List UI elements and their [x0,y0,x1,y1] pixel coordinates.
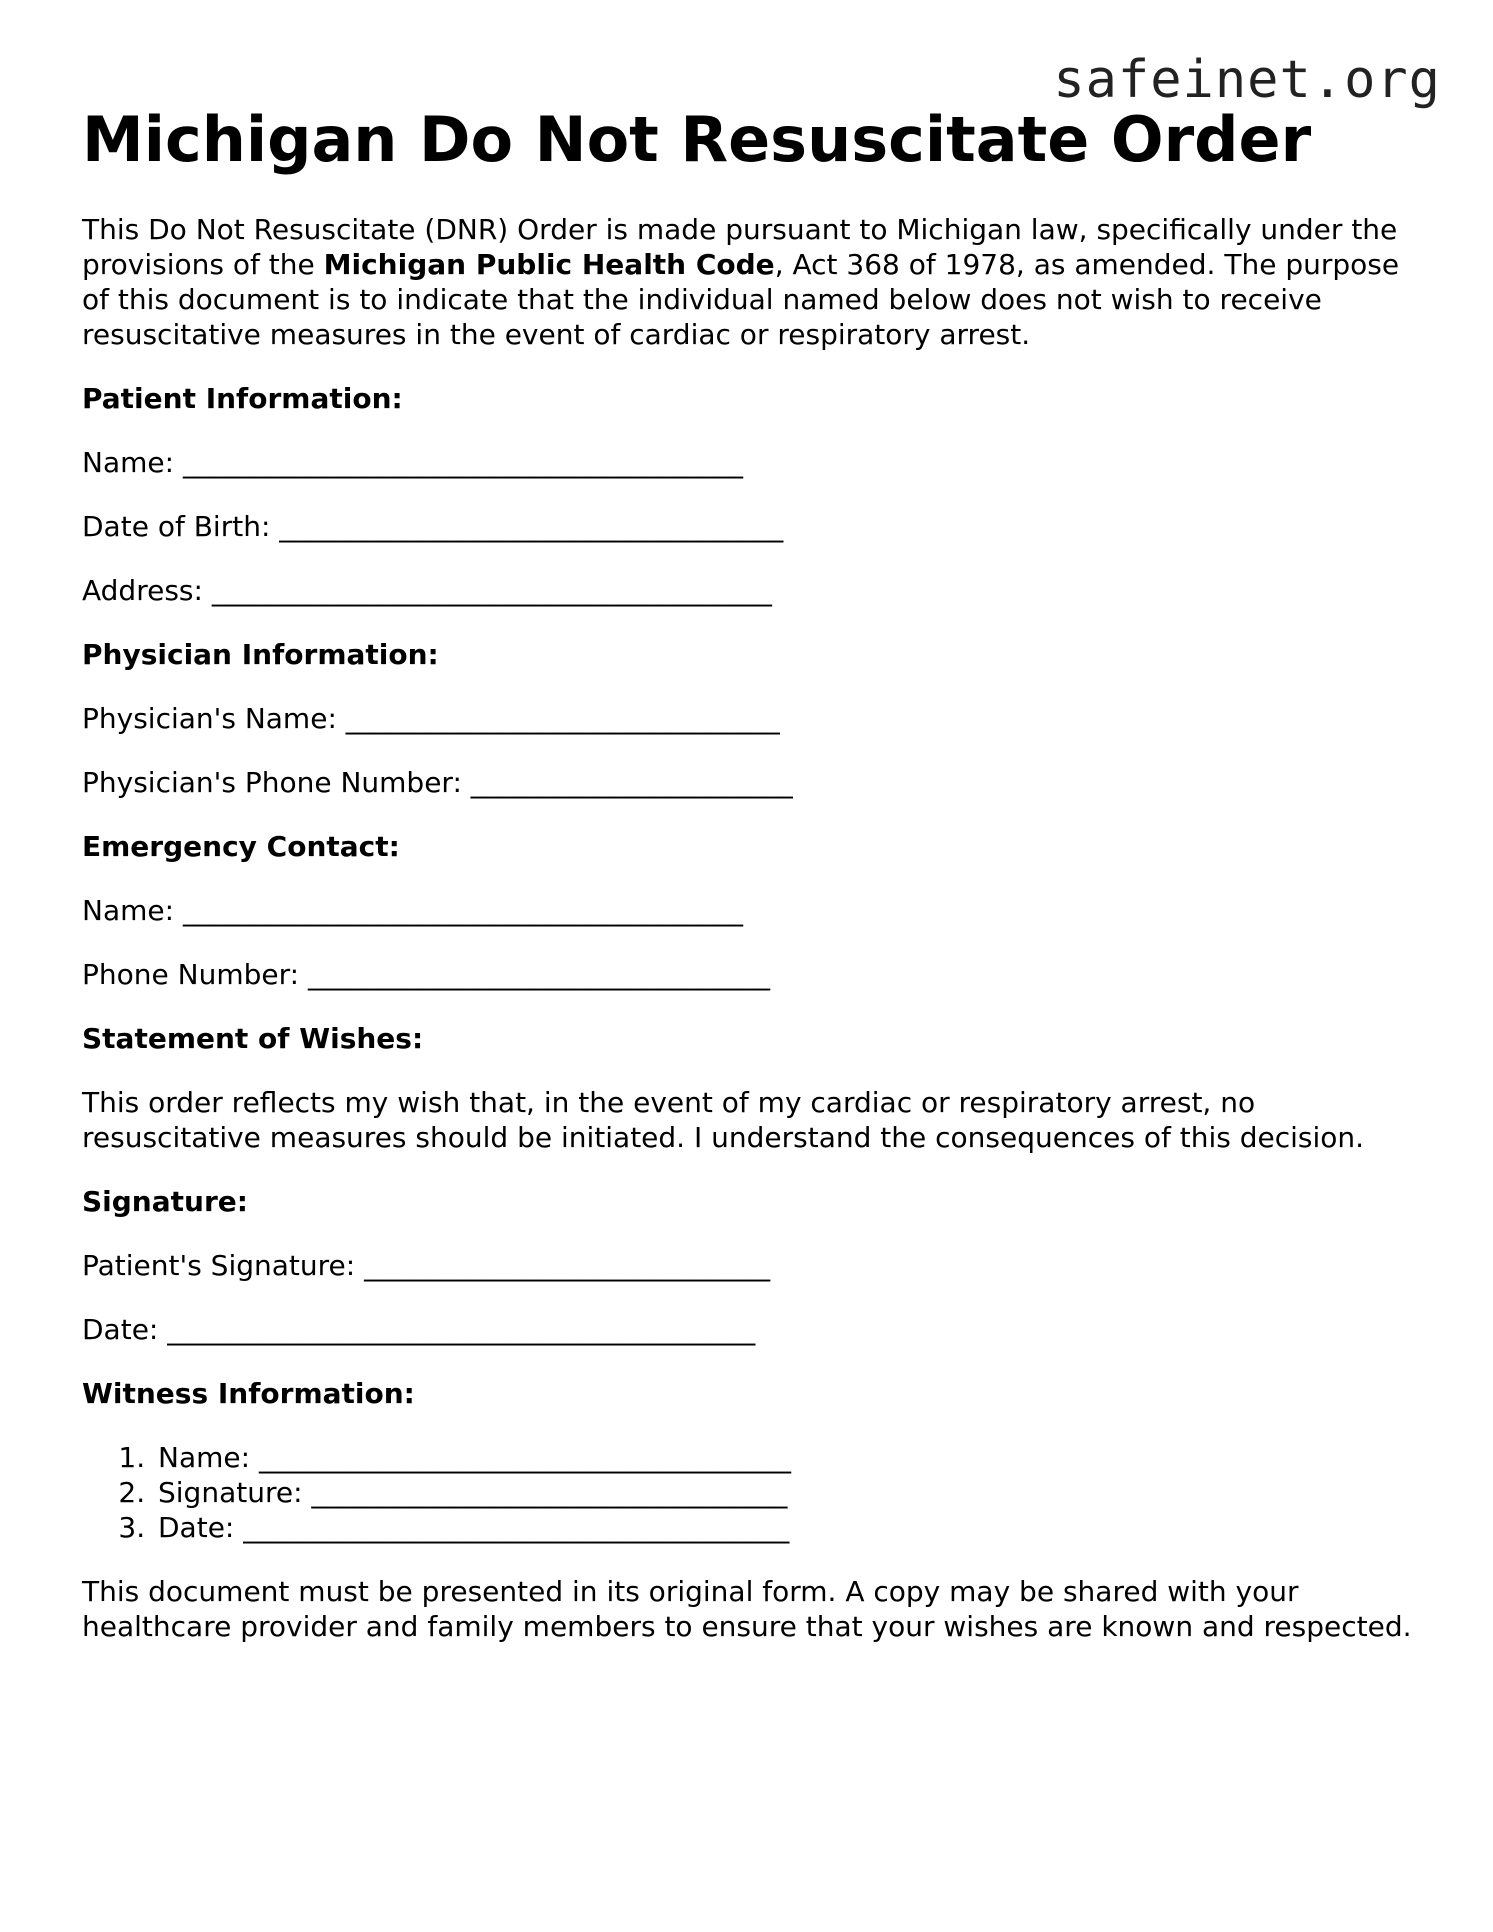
intro-text-2: , Act 368 of 1978, as amended. The purpose of this document is to indicate that the individual named below does not wish to receive resuscitative measures in the event of cardiac or respiratory arrest. [82,248,1400,351]
physician-name-field[interactable]: Physician's Name: _______________________________ [82,702,780,735]
signature-date-field[interactable]: Date: __________________________________________ [82,1313,756,1346]
physician-phone-field[interactable]: Physician's Phone Number: _______________________ [82,766,793,799]
intro-paragraph [82,212,1422,352]
closing-paragraph: This document must be presented in its original form. A copy may be shared with your healthcare provider and family members to ensure that your wishes are known and respected. [82,1575,1412,1643]
signature-heading: Signature: [82,1185,248,1218]
witness-heading: Witness Information: [82,1377,415,1410]
watermark: safeinet.org [1053,50,1441,110]
page-title: Michigan Do Not Resuscitate Order [82,103,1312,176]
patient-address-field[interactable]: Address: ________________________________________ [82,574,772,607]
patient-signature-field[interactable]: Patient's Signature: _____________________________ [82,1249,771,1282]
witness-signature-field[interactable]: 2. Signature: __________________________________ [154,1475,1422,1510]
document-body [82,102,1422,1644]
patient-dob-field[interactable]: Date of Birth: ____________________________________ [82,510,784,543]
emergency-name-field[interactable]: Name: ________________________________________ [82,894,743,927]
physician-heading: Physician Information: [82,638,439,671]
witness-name-field[interactable]: 1. Name: ______________________________________ [154,1440,1422,1475]
intro-text-1: This Do Not Resuscitate (DNR) Order is made pursuant to Michigan law, specifically under the provisions of the [82,213,1398,281]
witness-list [82,1440,1422,1545]
witness-date-field[interactable]: 3. Date: _______________________________________ [154,1510,1422,1545]
patient-heading: Patient Information: [82,382,403,415]
intro-bold-code: Michigan Public Health Code [323,248,775,281]
emergency-heading: Emergency Contact: [82,830,400,863]
wishes-heading: Statement of Wishes: [82,1022,424,1055]
emergency-phone-field[interactable]: Phone Number: _________________________________ [82,958,770,991]
patient-name-field[interactable]: Name: ________________________________________ [82,446,743,479]
wishes-text: This order reflects my wish that, in the event of my cardiac or respiratory arrest, no resuscitative measures should be initiated. I understand the consequences of this decision. [82,1086,1365,1154]
